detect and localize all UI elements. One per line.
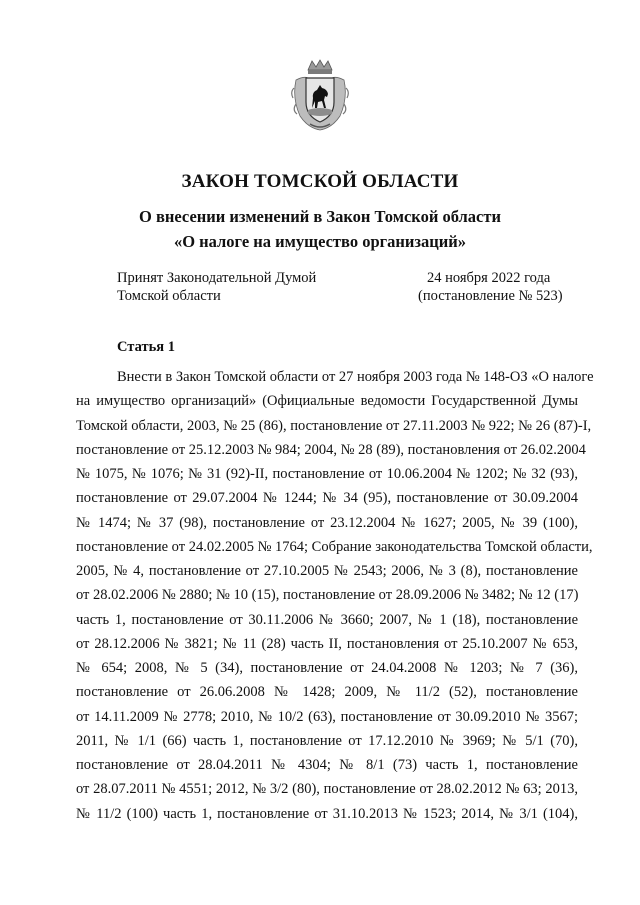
body-line: № 654; 2008, № 5 (34), постановление от 24.04.2008 № 1203; № 7 (36), <box>76 660 578 676</box>
body-line: часть 1, постановление от 30.11.2006 № 3660; 2007, № 1 (18), постановление <box>76 611 578 628</box>
adoption-date-line: 24 ноября 2022 года <box>427 270 551 286</box>
coat-of-arms-icon <box>290 58 350 132</box>
body-line: постановление от 29.07.2004 № 1244; № 34 (95), постановление от 30.09.2004 <box>76 490 578 507</box>
article-heading: Статья 1 <box>117 339 175 355</box>
adoption-body-line-1: Принят Законодательной Думой <box>117 270 317 286</box>
body-line: от 28.12.2006 № 3821; № 11 (28) часть II, постановления от 25.10.2007 № 653, <box>76 635 578 652</box>
adoption-resolution-line: (постановление № 523) <box>418 288 563 304</box>
body-line: 2011, № 1/1 (66) часть 1, постановление от 17.12.2010 № 3969; № 5/1 (70), <box>76 732 578 749</box>
body-line: на имущество организаций» (Официальные ведомости Государственной Думы <box>76 393 578 410</box>
body-line: Внести в Закон Томской области от 27 ноября 2003 года № 148-ОЗ «О налоге <box>117 369 594 385</box>
body-line: постановление от 28.04.2011 № 4304; № 8/1 (73) часть 1, постановление <box>76 757 578 773</box>
body-line: от 28.07.2011 № 4551; 2012, № 3/2 (80), постановление от 28.02.2012 № 63; 2013, <box>76 781 578 798</box>
body-line: от 28.02.2006 № 2880; № 10 (15), постановление от 28.09.2006 № 3482; № 12 (17) <box>76 587 579 604</box>
body-line: № 1474; № 37 (98), постановление от 23.12.2004 № 1627; 2005, № 39 (100), <box>76 514 578 531</box>
adoption-date <box>418 269 563 305</box>
body-line: постановление от 25.12.2003 № 984; 2004, № 28 (89), постановления от 26.02.2004 <box>76 441 586 458</box>
article-body <box>76 365 594 826</box>
adoption-body-line-2: Томской области <box>117 288 221 304</box>
body-line: Томской области, 2003, № 25 (86), постановление от 27.11.2003 № 922; № 26 (87)-I, <box>76 417 592 434</box>
body-line: от 14.11.2009 № 2778; 2010, № 10/2 (63), постановление от 30.09.2010 № 3567; <box>76 708 578 725</box>
adoption-body <box>117 269 316 305</box>
body-line: № 1075, № 1076; № 31 (92)-II, постановление от 10.06.2004 № 1202; № 32 (93), <box>76 466 578 482</box>
law-subtitle-line-2: «О налоге на имущество организаций» <box>173 232 467 251</box>
body-line: постановление от 26.06.2008 № 1428; 2009, № 11/2 (52), постановление <box>76 684 578 701</box>
body-line: 2005, № 4, постановление от 27.10.2005 № 2543; 2006, № 3 (8), постановление <box>76 563 578 579</box>
body-line: постановление от 24.02.2005 № 1764; Собрание законодательства Томской области, <box>76 538 593 555</box>
law-subtitle-line-1: О внесении изменений в Закон Томской области <box>139 207 501 226</box>
body-line: № 11/2 (100) часть 1, постановление от 31.10.2013 № 1523; 2014, № 3/1 (104), <box>76 805 578 822</box>
law-title: ЗАКОН ТОМСКОЙ ОБЛАСТИ <box>181 171 459 192</box>
